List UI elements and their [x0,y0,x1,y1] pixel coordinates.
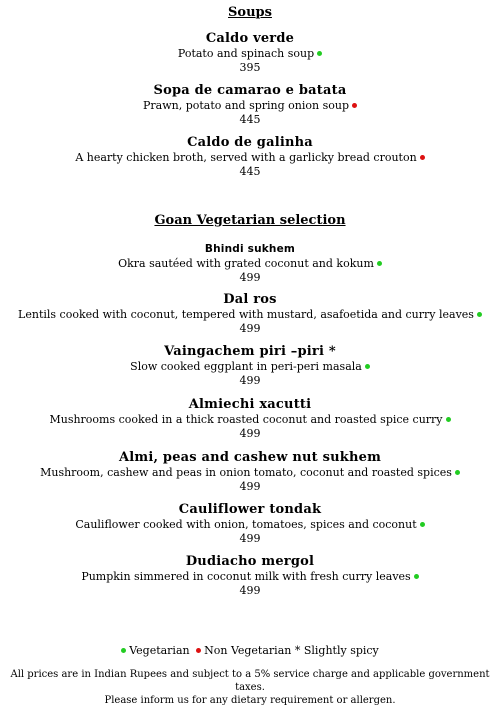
item-name: Bhindi sukhem [204,243,296,255]
item-name: Cauliflower tondak [178,502,322,517]
item-price: 499 [239,480,261,493]
menu-item [0,292,500,335]
item-price: 445 [239,165,261,178]
item-description: Mushrooms cooked in a thick roasted coconut and roasted spice curry [0,413,500,427]
veg-indicator-icon [377,261,382,266]
menu-item [0,241,500,284]
menu-item [0,450,500,493]
item-price: 499 [239,271,261,284]
item-description: Okra sautéed with grated coconut and kokum [0,257,500,271]
veg-indicator-icon [317,51,322,56]
item-price: 499 [239,322,261,335]
item-name: Caldo verde [205,31,295,46]
footer-note [0,668,500,707]
veg-indicator-icon [446,417,451,422]
footer-line-prices: All prices are in Indian Rupees and subject to a 5% service charge and applicable government taxes. [10,669,490,693]
item-description: Prawn, potato and spring onion soup [0,99,500,113]
footer-line-allergen: Please inform us for any dietary requirement or allergen. [104,695,396,706]
section-title-vegetarian: Goan Vegetarian selection [154,213,346,228]
veg-indicator-icon [414,574,419,579]
item-price: 499 [239,427,261,440]
item-description: Lentils cooked with coconut, tempered with mustard, asafoetida and curry leaves [0,308,500,322]
item-description: Cauliflower cooked with onion, tomatoes, spices and coconut [0,518,500,532]
menu-item [0,135,500,178]
nonveg-indicator-icon [352,103,357,108]
menu-item [0,31,500,74]
item-description: Pumpkin simmered in coconut milk with fresh curry leaves [0,570,500,584]
item-description: Potato and spinach soup [0,47,500,61]
item-name: Caldo de galinha [187,135,313,150]
veg-indicator-icon [420,522,425,527]
legend [0,644,500,657]
menu-item [0,83,500,126]
item-name: Vaingachem piri –piri * [164,344,336,359]
nonveg-indicator-icon [420,155,425,160]
item-price: 499 [239,532,261,545]
item-name: Almiechi xacutti [188,397,312,412]
item-price: 499 [239,584,261,597]
item-description: Mushroom, cashew and peas in onion tomato, coconut and roasted spices [0,466,500,480]
item-name: Almi, peas and cashew nut sukhem [118,450,382,465]
item-description: A hearty chicken broth, served with a garlicky bread crouton [0,151,500,165]
legend-veg: Vegetarian [129,644,190,657]
item-price: 499 [239,374,261,387]
veg-indicator-icon [455,470,460,475]
menu-item [0,397,500,440]
item-name: Dudiacho mergol [185,554,315,569]
item-price: 445 [239,113,261,126]
menu-item [0,344,500,387]
nonveg-indicator-icon [196,648,201,653]
veg-indicator-icon [121,648,126,653]
legend-nonveg: Non Vegetarian [204,644,292,657]
menu-item [0,502,500,545]
item-name: Sopa de camarao e batata [153,83,347,98]
item-price: 395 [239,61,261,74]
item-name: Dal ros [223,292,277,307]
item-description: Slow cooked eggplant in peri-peri masala [0,360,500,374]
veg-indicator-icon [477,312,482,317]
legend-spicy: * Slightly spicy [294,644,379,657]
veg-indicator-icon [365,364,370,369]
menu-item [0,554,500,597]
section-title-soups: Soups [228,5,272,20]
